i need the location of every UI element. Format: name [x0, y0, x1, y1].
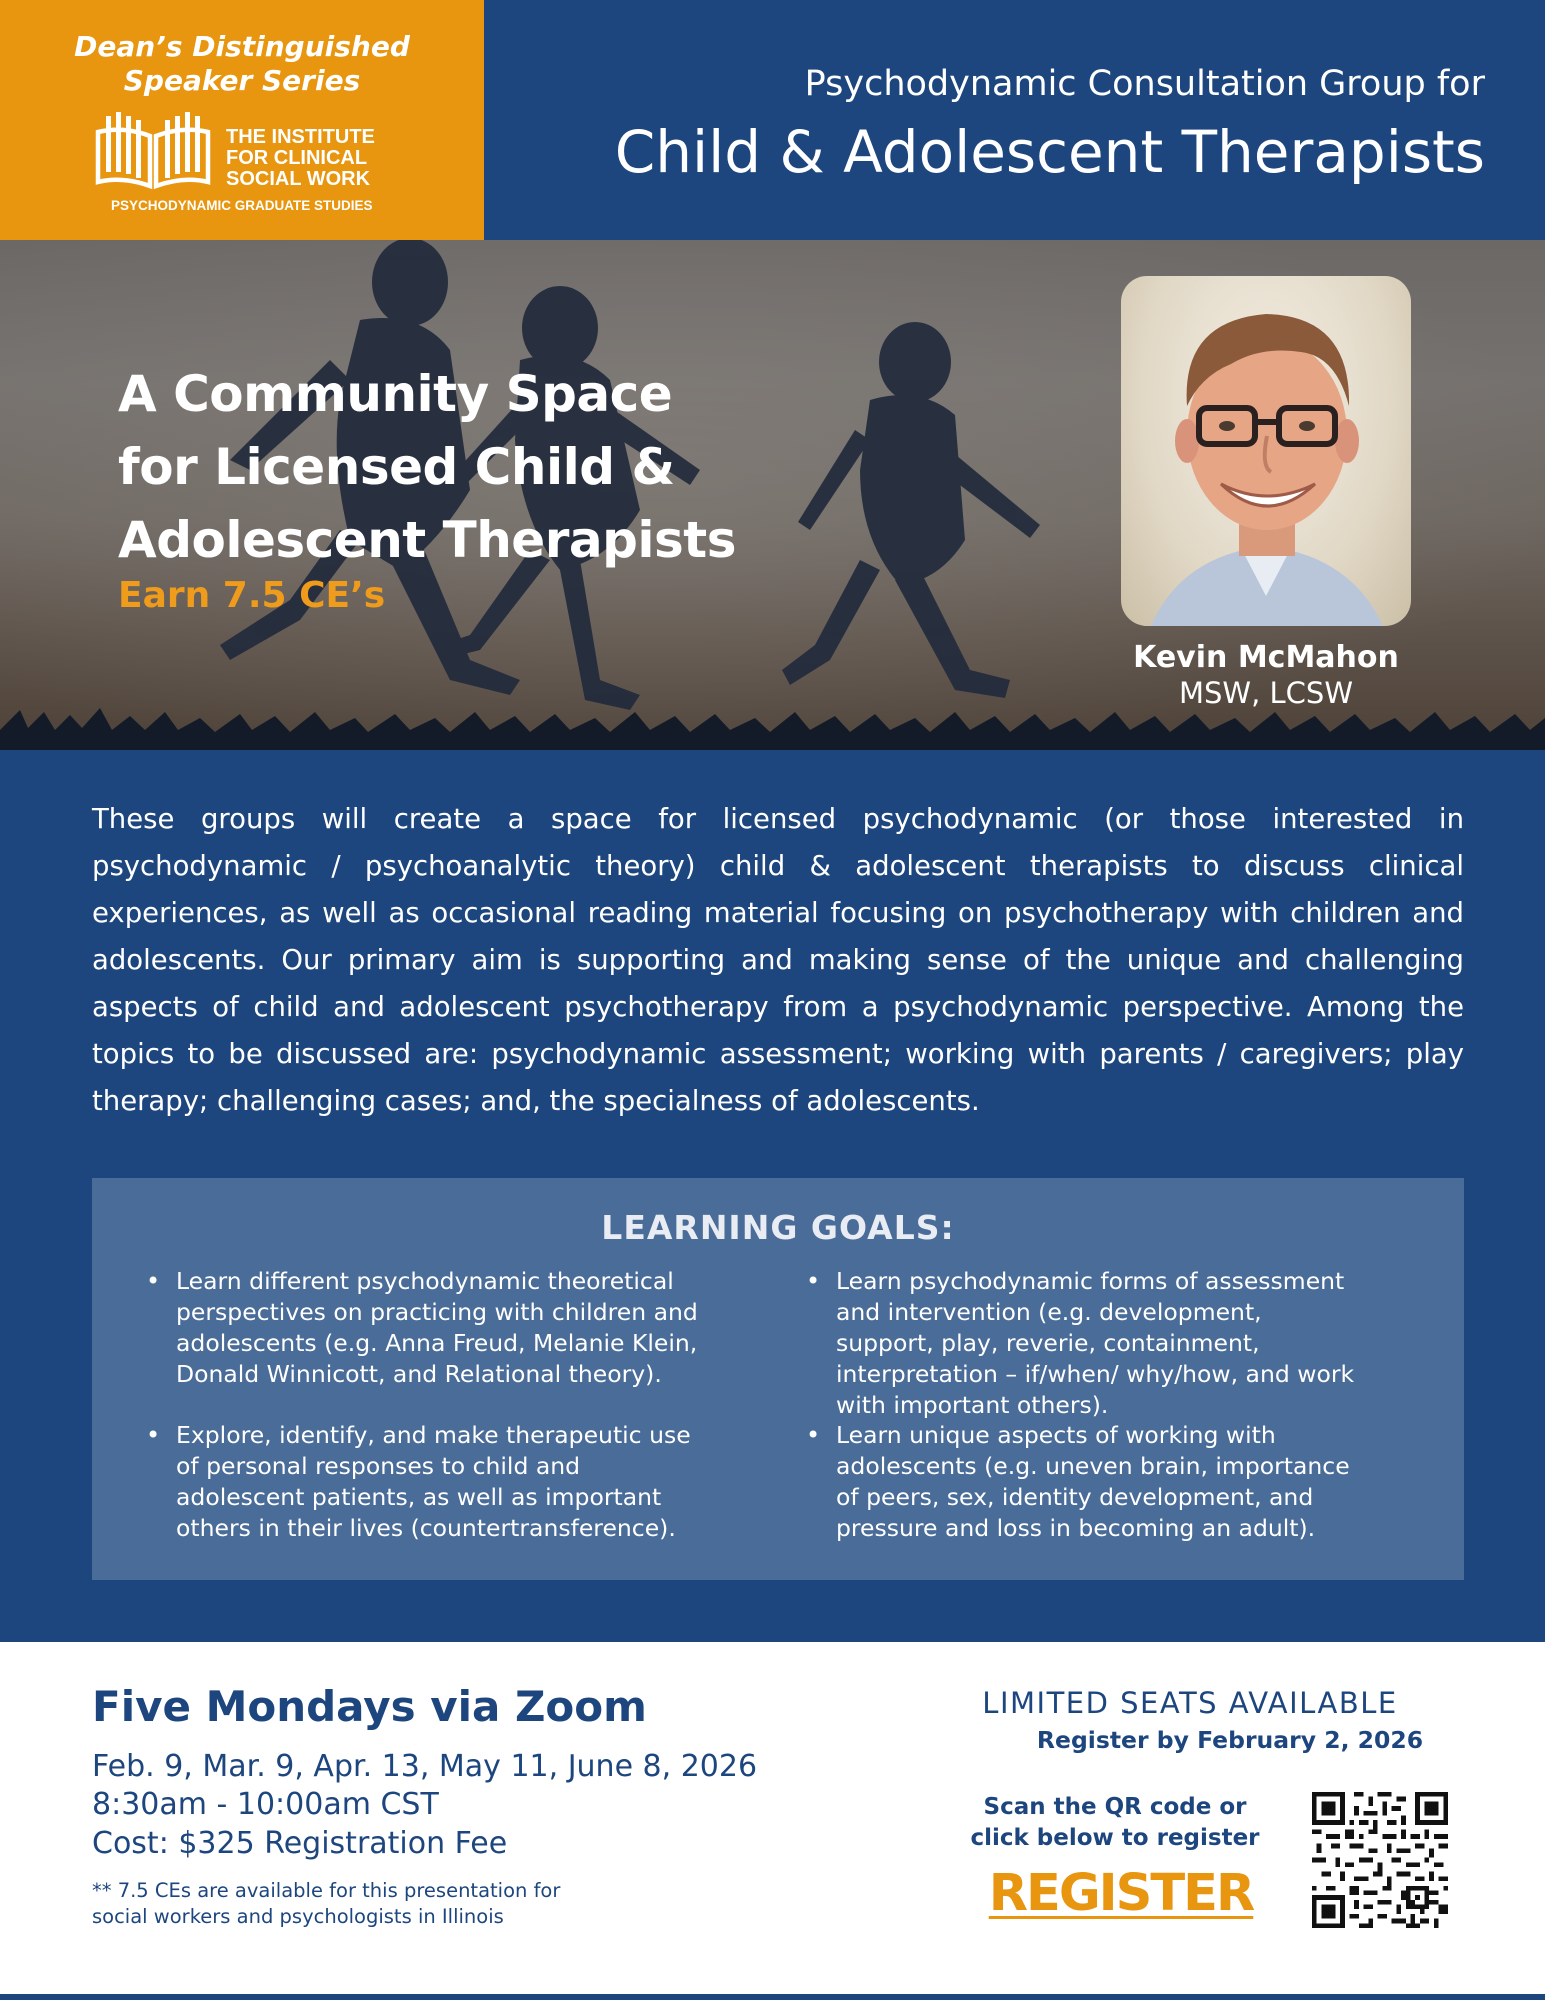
scan-instructions-line: Scan the QR code or: [983, 1794, 1247, 1820]
register-button[interactable]: REGISTER: [988, 1864, 1254, 1923]
learning-goal-item: • Learn psychodynamic forms of assessment and intervention (e.g. development, support, play, reverie, containment, interpretation – if/when/ why/how, and work with important others).: [802, 1266, 1362, 1421]
schedule-title: Five Mondays via Zoom: [92, 1682, 647, 1731]
learning-goal-item: • Learn different psychodynamic theoretical perspectives on practicing with children and adolescents (e.g. Anna Freud, Melanie Klein, Donald Winnicott, and Relational theory).: [142, 1266, 702, 1390]
limited-seats-label: LIMITED SEATS AVAILABLE: [982, 1686, 1398, 1720]
scan-instructions: [945, 1792, 1285, 1854]
hero-headline: [118, 358, 736, 577]
institute-name-line: THE INSTITUTE: [226, 126, 375, 148]
institute-name-line: FOR CLINICAL: [226, 147, 368, 169]
hero-headline-line: A Community Space: [118, 365, 673, 423]
ce-footnote-line: social workers and psychologists in Illinois: [92, 1905, 504, 1928]
learning-goals-panel: [92, 1178, 1464, 1580]
speaker-series-title: [40, 30, 444, 98]
scan-instructions-line: click below to register: [970, 1825, 1260, 1851]
ce-footnote-line: ** 7.5 CEs are available for this presentation for: [92, 1879, 561, 1902]
learning-goals-title: LEARNING GOALS:: [601, 1208, 955, 1247]
registration-deadline: Register by February 2, 2026: [1036, 1726, 1424, 1754]
hero-headline-line: for Licensed Child &: [118, 438, 675, 496]
learning-goal-item: • Explore, identify, and make therapeutic use of personal responses to child and adolescent patients, as well as important others in their lives (countertransference).: [142, 1420, 702, 1544]
series-title-line: Speaker Series: [123, 64, 361, 97]
brand-box: [0, 0, 484, 240]
program-pretitle: Psychodynamic Consultation Group for: [804, 64, 1485, 104]
speaker-credentials: MSW, LCSW: [1178, 676, 1354, 710]
registration-footer: [0, 1642, 1545, 2000]
learning-goal-item: • Learn unique aspects of working with adolescents (e.g. uneven brain, importance of peers, sex, identity development, and pressure and loss in becoming an adult).: [802, 1420, 1362, 1544]
series-title-line: Dean’s Distinguished: [74, 30, 410, 63]
institute-name-line: SOCIAL WORK: [226, 168, 371, 190]
hero-headline-line: Adolescent Therapists: [118, 511, 736, 569]
program-title: Child & Adolescent Therapists: [614, 118, 1485, 186]
ce-credit-label: Earn 7.5 CE’s: [118, 575, 386, 616]
speaker-portrait-illustration: [1121, 276, 1411, 626]
registration-cost: Cost: $325 Registration Fee: [92, 1826, 508, 1861]
session-time: 8:30am - 10:00am CST: [92, 1787, 439, 1822]
speaker-photo: [1121, 276, 1411, 626]
session-dates: Feb. 9, Mar. 9, Apr. 13, May 11, June 8, 2026: [92, 1749, 758, 1784]
program-description: These groups will create a space for licensed psychodynamic (or those interested in psychodynamic / psychoanalytic theory) child & adolescent therapists to discuss clinical experiences, as well as occasional reading material focusing on psychotherapy with children and adolescents. Our primary aim is supporting and making sense of the unique and challenging aspects of child and adolescent psychotherapy from a psychodynamic perspective. Among the topics to be discussed are: psychodynamic assessment; working with parents / caregivers; play therapy; challenging cases; and, the specialness of adolescents.: [92, 803, 1464, 1117]
institute-name: [226, 127, 375, 190]
header-banner: [0, 0, 1545, 240]
institute-subtitle: PSYCHODYNAMIC GRADUATE STUDIES: [111, 198, 373, 213]
book-logo-icon: [92, 112, 214, 192]
hero-section: [0, 240, 1545, 750]
speaker-name: Kevin McMahon: [1133, 640, 1399, 675]
ce-footnote: [92, 1878, 560, 1930]
footer-border: [0, 1994, 1545, 2000]
qr-code-icon[interactable]: [1312, 1792, 1448, 1928]
